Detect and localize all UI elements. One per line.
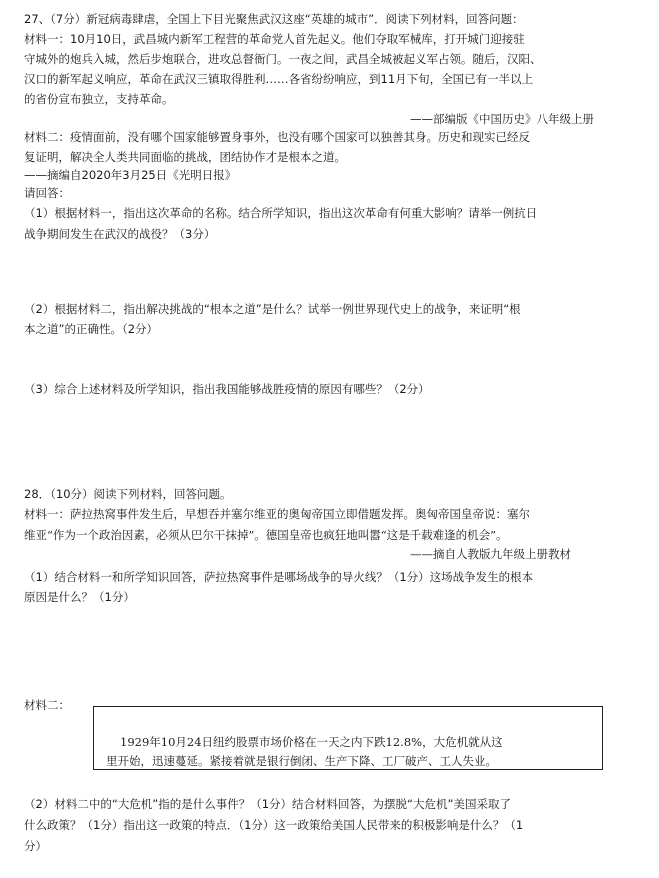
q28-material2-box <box>93 706 603 770</box>
q28-material2-box-line1: 1929年10月24日纽约股票市场价格在一天之内下跌12.8%，大危机就从这 <box>120 735 503 749</box>
q27-material1-source: ——部编版《中国历史》八年级上册 <box>410 112 594 126</box>
q27-part2-line2: 本之道”的正确性。（2分） <box>24 322 159 336</box>
q28-heading: 28．（10分）阅读下列材料，回答问题。 <box>24 487 232 501</box>
q27-part1-line2: 战争期间发生在武汉的战役？（3分） <box>24 227 216 241</box>
q27-material1-line2: 守城外的炮兵入城，然后步炮联合，进攻总督衙门。一夜之间，武昌全城被起义军占领。随后，汉阳、 <box>24 52 542 66</box>
q27-heading: 27、（7分）新冠病毒肆虐，全国上下目光聚焦武汉这座“英雄的城市”．阅读下列材料，回答问题： <box>24 12 524 26</box>
q27-part2-line1: （2）根据材料二，指出解决挑战的“根本之道”是什么？试举一例世界现代史上的战争，来证明“根 <box>24 302 521 316</box>
q27-prompt: 请回答： <box>24 186 70 200</box>
q28-material2-box-line2: 里开始，迅速蔓延。紧接着就是银行倒闭、生产下降、工厂破产、工人失业。 <box>106 754 497 768</box>
q28-material1-line1: 材料一：萨拉热窝事件发生后，早想吞并塞尔维亚的奥匈帝国立即借题发挥。奥匈帝国皇帝说：塞尔 <box>24 507 530 521</box>
q27-material2-line2: 复证明，解决全人类共同面临的挑战，团结协作才是根本之道。 <box>24 150 346 164</box>
q27-material1-line4: 的省份宣布独立，支持革命。 <box>24 92 174 106</box>
q27-part1-line1: （1）根据材料一，指出这次革命的名称。结合所学知识，指出这次革命有何重大影响？请举一例抗日 <box>24 206 538 220</box>
q27-material1-line1: 材料一：10月10日，武昌城内新军工程营的革命党人首先起义。他们夺取军械库，打开城门迎接驻 <box>24 32 525 46</box>
q28-part1-line1: （1）结合材料一和所学知识回答，萨拉热窝事件是哪场战争的导火线？（1分）这场战争发生的根本 <box>24 570 534 584</box>
q28-part2-line2: 什么政策？（1分）指出这一政策的特点．（1分）这一政策给美国人民带来的积极影响是什么？（1 <box>24 818 524 832</box>
q28-material2-label: 材料二： <box>24 698 70 712</box>
q27-material2-source: ——摘编自2020年3月25日《光明日报》 <box>24 168 237 182</box>
q27-material1-line3: 汉口的新军起义响应，革命在武汉三镇取得胜利……各省纷纷响应，到11月下旬，全国已有一半以上 <box>24 72 534 86</box>
q28-material1-line2: 维亚“作为一个政治因素，必须从巴尔干抹掉”。德国皇帝也疯狂地叫嚣“这是千载难逢的机会”。 <box>24 528 508 542</box>
q28-material1-source: ——摘自人教版九年级上册教材 <box>410 547 571 561</box>
q28-part2-line3: 分） <box>24 839 47 853</box>
q27-part3: （3）综合上述材料及所学知识，指出我国能够战胜疫情的原因有哪些？（2分） <box>24 382 430 396</box>
q27-material2-line1: 材料二：疫情面前，没有哪个国家能够置身事外，也没有哪个国家可以独善其身。历史和现实已经反 <box>24 130 530 144</box>
q28-part2-line1: （2）材料二中的“大危机”指的是什么事件？（1分）结合材料回答，为摆脱“大危机”美国采取了 <box>24 797 511 811</box>
q28-part1-line2: 原因是什么？（1分） <box>24 590 135 604</box>
